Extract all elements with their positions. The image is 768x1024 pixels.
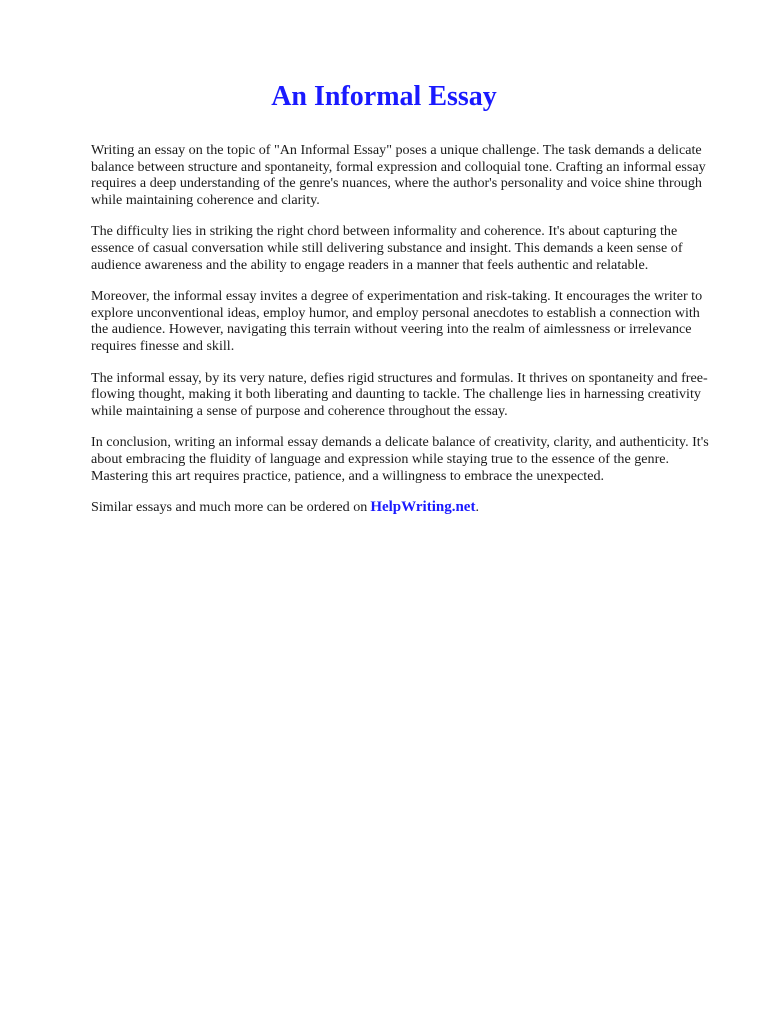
footer-line — [91, 499, 710, 516]
footer-suffix: . — [475, 499, 479, 516]
essay-body — [91, 142, 710, 516]
helpwriting-link[interactable]: HelpWriting.net — [370, 499, 476, 516]
page-title: An Informal Essay — [271, 81, 497, 112]
paragraph-3: Moreover, the informal essay invites a degree of experimentation and risk-taking. It encourages the writer to explore unconventional ideas, employ humor, and employ personal anecdotes to establish a connection with the audience. However, navigating this terrain without veering into the realm of aimlessness or irrelevance requires finesse and skill. — [91, 288, 703, 354]
paragraph-4: The informal essay, by its very nature, defies rigid structures and formulas. It thrives on spontaneity and free-flowing thought, making it both liberating and daunting to tackle. The challenge lies in harnessing creativity while maintaining a sense of purpose and coherence throughout the essay. — [91, 369, 708, 419]
paragraph-2: The difficulty lies in striking the right chord between informality and coherence. It's about capturing the essence of casual conversation while still delivering substance and insight. This demands a keen sense of audience awareness and the ability to engage readers in a manner that feels authentic and relatable. — [91, 223, 683, 273]
footer-prefix: Similar essays and much more can be ordered on — [91, 499, 368, 516]
paragraph-1: Writing an essay on the topic of "An Informal Essay" poses a unique challenge. The task demands a delicate balance between structure and spontaneity, formal expression and colloquial tone. Crafting an informal essay requires a deep understanding of the genre's nuances, where the author's personality and voice shine through while maintaining coherence and clarity. — [91, 142, 706, 208]
paragraph-5: In conclusion, writing an informal essay demands a delicate balance of creativity, clarity, and authenticity. It's about embracing the fluidity of language and expression while staying true to the essence of the genre. Mastering this art requires practice, patience, and a willingness to embrace the unexpected. — [91, 434, 709, 484]
